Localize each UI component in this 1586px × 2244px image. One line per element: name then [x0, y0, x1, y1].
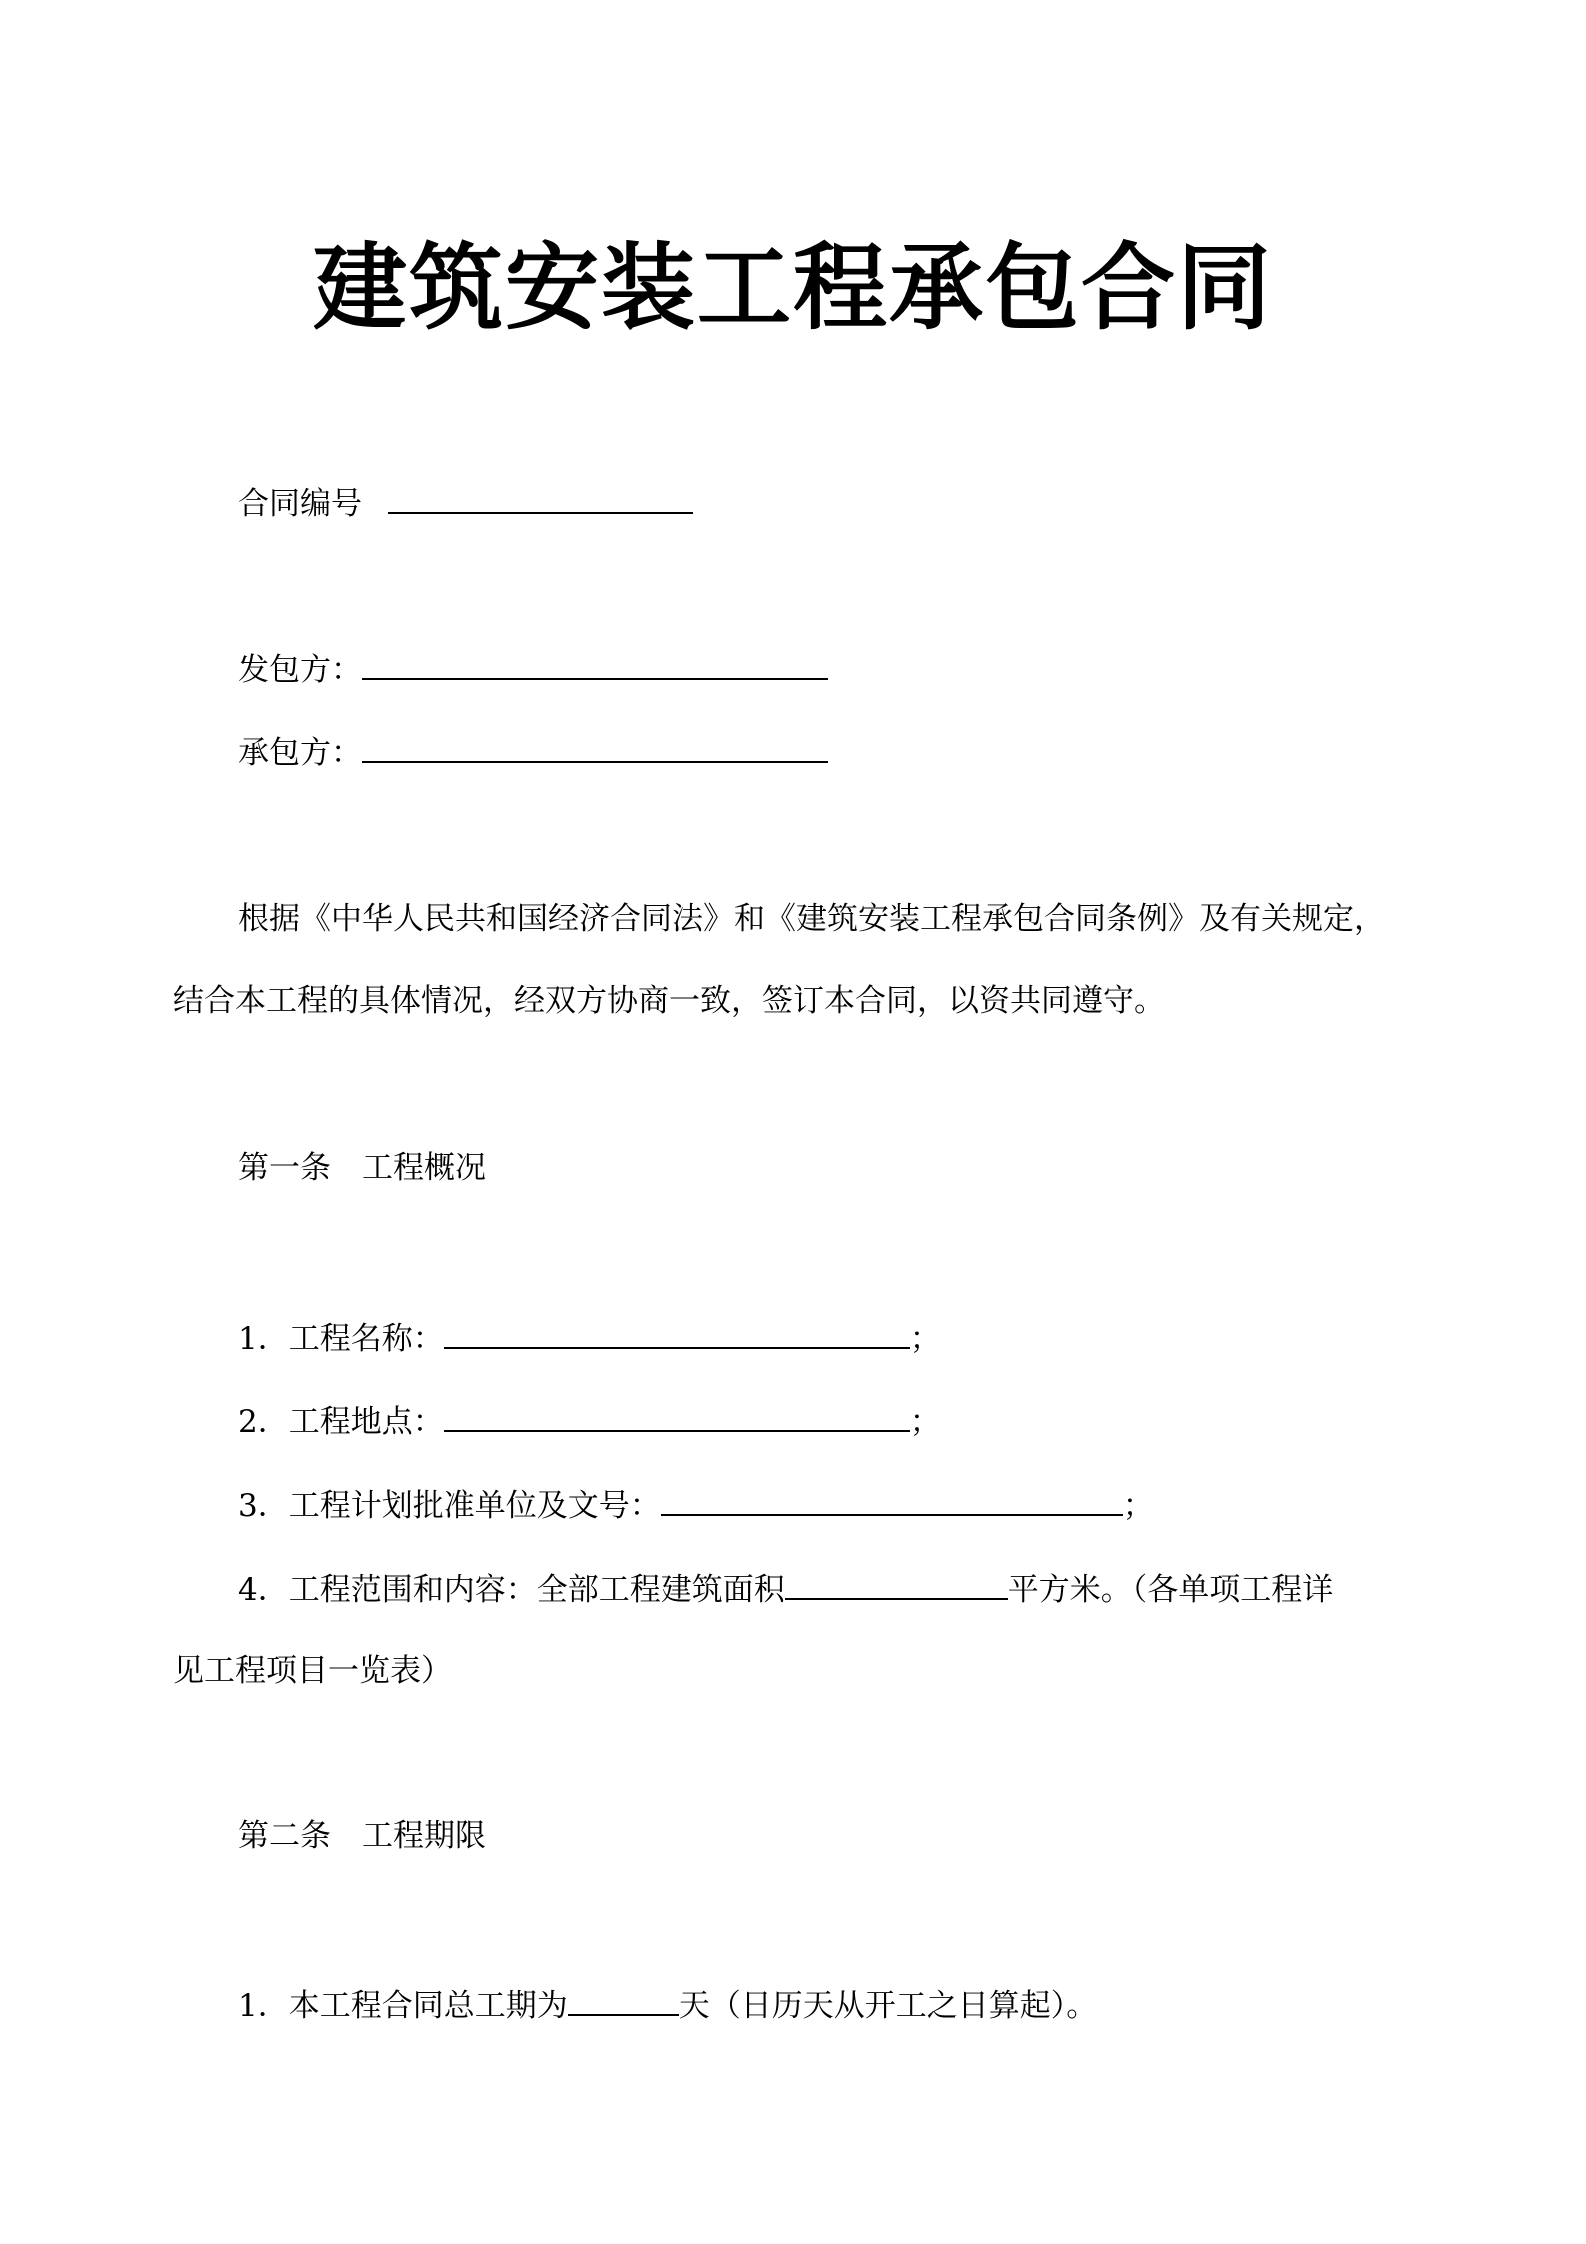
article-1-item-3 — [238, 1484, 1154, 1526]
item-label: 2．工程地点： — [238, 1404, 444, 1440]
project-location-field[interactable] — [444, 1400, 910, 1432]
article-1-item-2 — [238, 1400, 941, 1442]
item-suffix: ； — [909, 1404, 941, 1440]
article-1-item-4-continuation: 见工程项目一览表） — [173, 1653, 452, 1689]
item-suffix: ； — [909, 1321, 941, 1357]
item-suffix: ； — [1122, 1488, 1154, 1524]
party-b-line — [238, 731, 828, 773]
party-a-label: 发包方： — [238, 652, 362, 688]
article-2-item-1 — [238, 1984, 1097, 2026]
article-1-item-4 — [238, 1568, 1333, 1610]
duration-days-field[interactable] — [568, 1984, 679, 2016]
party-a-field[interactable] — [362, 648, 828, 680]
party-b-field[interactable] — [362, 731, 828, 763]
party-b-label: 承包方： — [238, 735, 362, 771]
document-title: 建筑安装工程承包合同 — [312, 233, 1273, 343]
party-a-line — [238, 648, 828, 690]
item-label: 1．本工程合同总工期为 — [238, 1988, 568, 2024]
article-1-heading: 第一条 工程概况 — [238, 1150, 486, 1186]
item-label: 4．工程范围和内容：全部工程建筑面积 — [238, 1572, 785, 1608]
building-area-field[interactable] — [785, 1568, 1008, 1600]
project-name-field[interactable] — [444, 1317, 910, 1349]
preamble-line-1: 根据《中华人民共和国经济合同法》和《建筑安装工程承包合同条例》及有关规定， — [238, 901, 1385, 937]
contract-number-line — [238, 482, 693, 524]
item-label: 1．工程名称： — [238, 1321, 444, 1357]
contract-number-label: 合同编号 — [238, 486, 362, 522]
article-1-item-1 — [238, 1317, 941, 1359]
contract-number-field[interactable] — [388, 482, 693, 514]
approval-unit-field[interactable] — [661, 1484, 1123, 1516]
item-label: 3．工程计划批准单位及文号： — [238, 1488, 661, 1524]
preamble-line-2: 结合本工程的具体情况，经双方协商一致，签订本合同，以资共同遵守。 — [173, 983, 1165, 1019]
item-suffix: 天（日历天从开工之日算起）。 — [678, 1988, 1098, 2024]
item-suffix: 平方米。（各单项工程详 — [1007, 1572, 1334, 1608]
article-2-heading: 第二条 工程期限 — [238, 1818, 486, 1854]
